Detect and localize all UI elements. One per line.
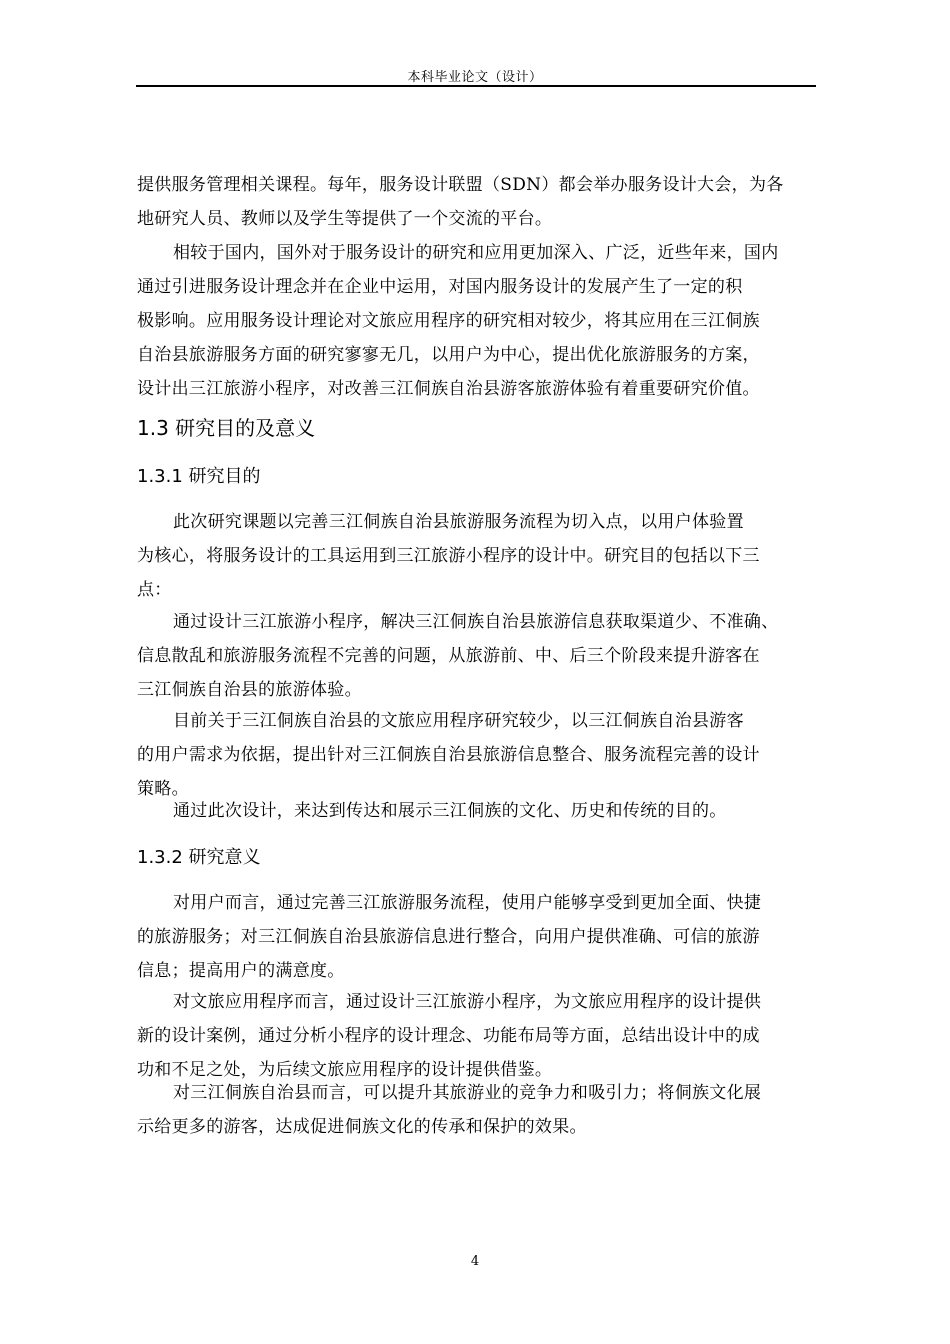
significance-paragraph-2 — [137, 985, 827, 1087]
text-line: 通过此次设计，来达到传达和展示三江侗族的文化、历史和传统的目的。 — [173, 801, 727, 821]
text-line: 示给更多的游客，达成促进侗族文化的传承和保护的效果。 — [137, 1117, 587, 1137]
page-number: 4 — [470, 1254, 480, 1269]
significance-paragraph-1 — [137, 886, 827, 988]
section-heading-1-3: 1.3 研究目的及意义 — [137, 416, 316, 440]
text-line: 相较于国内，国外对于服务设计的研究和应用更加深入、广泛，近些年来，国内 — [173, 243, 779, 263]
header-rule — [136, 85, 816, 87]
text-line: 提供服务管理相关课程。每年，服务设计联盟（SDN）都会举办服务设计大会，为各 — [137, 175, 784, 195]
text-line: 功和不足之处，为后续文旅应用程序的设计提供借鉴。 — [137, 1060, 553, 1080]
text-line: 对文旅应用程序而言，通过设计三江旅游小程序，为文旅应用程序的设计提供 — [173, 992, 762, 1012]
text-line: 信息散乱和旅游服务流程不完善的问题，从旅游前、中、后三个阶段来提升游客在 — [137, 646, 760, 666]
text-line: 设计出三江旅游小程序，对改善三江侗族自治县游客旅游体验有着重要研究价值。 — [137, 379, 760, 399]
text-line: 三江侗族自治县的旅游体验。 — [137, 680, 362, 700]
text-line: 此次研究课题以完善三江侗族自治县旅游服务流程为切入点，以用户体验置 — [173, 512, 744, 532]
section-heading-1-3-1: 1.3.1 研究目的 — [137, 466, 261, 487]
text-line: 的旅游服务；对三江侗族自治县旅游信息进行整合，向用户提供准确、可信的旅游 — [137, 927, 760, 947]
text-line: 策略。 — [137, 779, 189, 799]
text-line: 对用户而言，通过完善三江旅游服务流程，使用户能够享受到更加全面、快捷 — [173, 893, 762, 913]
purpose-paragraph-4 — [137, 794, 827, 828]
text-line: 点： — [137, 580, 172, 600]
purpose-paragraph-2 — [137, 605, 827, 707]
text-line: 地研究人员、教师以及学生等提供了一个交流的平台。 — [137, 209, 553, 229]
text-line: 的用户需求为依据，提出针对三江侗族自治县旅游信息整合、服务流程完善的设计 — [137, 745, 760, 765]
intro-paragraph-1 — [137, 168, 827, 236]
text-line: 自治县旅游服务方面的研究寥寥无几，以用户为中心，提出优化旅游服务的方案， — [137, 345, 760, 365]
text-line: 通过设计三江旅游小程序，解决三江侗族自治县旅游信息获取渠道少、不准确、 — [173, 612, 779, 632]
section-heading-1-3-2: 1.3.2 研究意义 — [137, 847, 261, 868]
significance-paragraph-3 — [137, 1076, 827, 1144]
text-line: 为核心，将服务设计的工具运用到三江旅游小程序的设计中。研究目的包括以下三 — [137, 546, 760, 566]
text-line: 新的设计案例，通过分析小程序的设计理念、功能布局等方面，总结出设计中的成 — [137, 1026, 760, 1046]
text-line: 信息；提高用户的满意度。 — [137, 961, 345, 981]
header-title: 本科毕业论文（设计） — [407, 70, 543, 85]
text-line: 目前关于三江侗族自治县的文旅应用程序研究较少，以三江侗族自治县游客 — [173, 711, 744, 731]
purpose-paragraph-1 — [137, 505, 827, 607]
purpose-paragraph-3 — [137, 704, 827, 806]
intro-paragraph-2 — [137, 236, 827, 406]
text-line: 对三江侗族自治县而言，可以提升其旅游业的竞争力和吸引力；将侗族文化展 — [173, 1083, 762, 1103]
text-line: 极影响。应用服务设计理论对文旅应用程序的研究相对较少，将其应用在三江侗族 — [137, 311, 760, 331]
text-line: 通过引进服务设计理念并在企业中运用，对国内服务设计的发展产生了一定的积 — [137, 277, 743, 297]
